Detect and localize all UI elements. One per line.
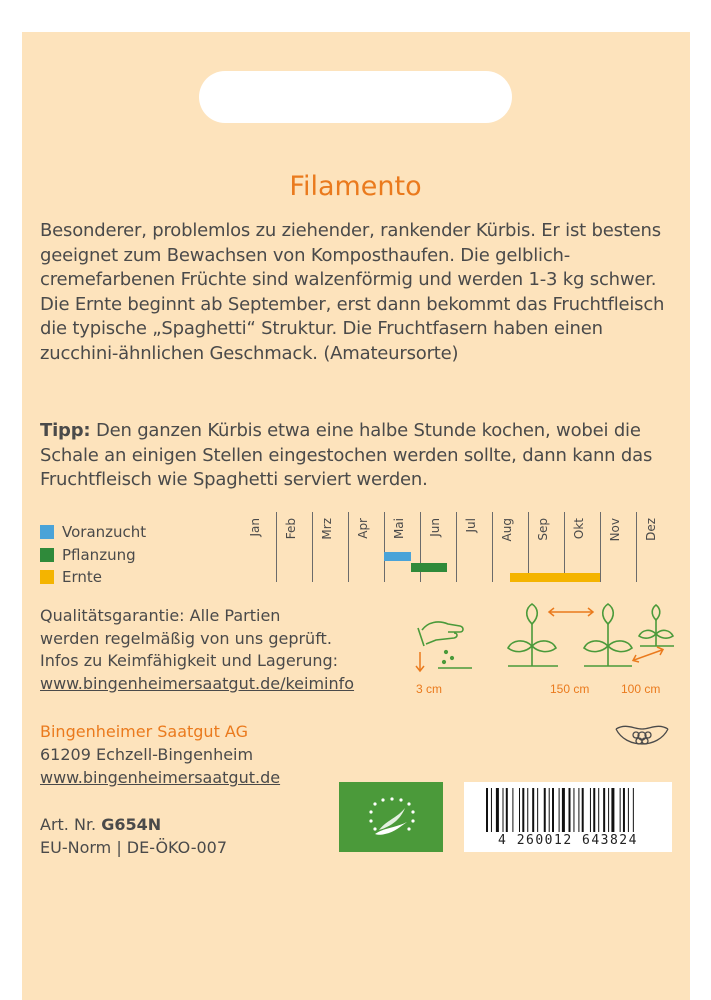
barcode-number: 4 260012 643824 (498, 833, 638, 848)
barcode-bar (503, 788, 504, 832)
depth-arrow-icon (416, 652, 424, 671)
tip-paragraph (40, 419, 680, 493)
spacing-icons (408, 600, 678, 700)
barcode-bar (559, 788, 560, 832)
calendar-month-label: Okt (572, 518, 586, 540)
sowing-calendar (240, 512, 672, 582)
legend-label: Ernte (62, 568, 102, 586)
calendar-month-label: Feb (284, 518, 298, 540)
barcode-bar (512, 788, 513, 832)
calendar-bar-pflanzung (411, 563, 447, 572)
row-distance-label: 150 cm (550, 682, 590, 696)
eu-organic-leaf-icon (339, 782, 443, 852)
calendar-divider (384, 512, 385, 582)
calendar-month-aug (492, 512, 528, 582)
calendar-month-feb (276, 512, 312, 582)
barcode-bar (628, 788, 629, 832)
barcode-bar (582, 788, 584, 832)
product-description: Besonderer, problemlos zu ziehender, rankender Kürbis. Er ist bestens geeignet zum Bewachsen von Komposthaufen. Die gelblich-cremefarbenen Früchte sind walzenförmig und werden 1-3 kg schwer. Die Ernte beginnt ab September, erst dann bekommt das Fruchtfleisch die typische „Spaghetti“ Struktur. Die Fruchtfasern haben einen zucchini-ähnlichen Geschmack. (Amateursorte) (40, 220, 665, 364)
quality-guarantee (40, 605, 400, 695)
barcode-bar (633, 788, 634, 832)
article-info (40, 813, 227, 859)
tip-text: Den ganzen Kürbis etwa eine halbe Stunde kochen, wobei die Schale an einigen Stellen eingestochen werden sollte, dann kann das Fruchtfleisch wie Spaghetti serviert werden. (40, 420, 653, 490)
legend-label: Voranzucht (62, 523, 147, 541)
product-title: Filamento (289, 171, 422, 203)
calendar-month-label: Jun (428, 518, 442, 537)
calendar-month-jan (240, 512, 276, 582)
article-number-prefix: Art. Nr. (40, 815, 102, 834)
barcode-bar (549, 788, 550, 832)
calendar-month-label: Jul (464, 518, 478, 533)
barcode-bar (506, 788, 508, 832)
barcode-bar (519, 788, 520, 832)
calendar-month-sep (528, 512, 564, 582)
barcode-bar (598, 788, 599, 832)
row-distance-arrow-icon (549, 608, 593, 616)
plant-icon (639, 605, 674, 646)
seed-logo-icon (612, 719, 672, 759)
quality-line: Infos zu Keimfähigkeit und Lagerung: (40, 651, 339, 670)
calendar-month-okt (564, 512, 600, 582)
legend-item-voranzucht (40, 521, 146, 544)
barcode-bar (544, 788, 546, 832)
calendar-month-label: Apr (356, 518, 370, 539)
calendar-divider (492, 512, 493, 582)
calendar-divider (600, 512, 601, 582)
calendar-divider (564, 512, 565, 582)
barcode-bar (623, 788, 625, 832)
calendar-bar-ernte (510, 573, 600, 582)
barcode-bar (527, 788, 528, 832)
plant-distance-arrow-icon (633, 647, 663, 662)
company-info (40, 720, 280, 789)
eu-organic-logo (339, 782, 443, 852)
calendar-month-label: Mrz (320, 518, 334, 540)
company-name: Bingenheimer Saatgut AG (40, 722, 248, 741)
barcode-bar (620, 788, 621, 832)
calendar-divider (456, 512, 457, 582)
calendar-month-mrz (312, 512, 348, 582)
calendar-month-label: Jan (248, 518, 262, 537)
eu-norm: EU-Norm | DE-ÖKO-007 (40, 838, 228, 857)
calendar-month-label: Nov (608, 518, 622, 542)
legend-swatch (40, 570, 54, 584)
calendar-divider (312, 512, 313, 582)
calendar-month-dez (636, 512, 672, 582)
legend-swatch (40, 525, 54, 539)
legend-item-ernte (40, 566, 146, 589)
barcode (464, 782, 672, 852)
barcode-bar (603, 788, 605, 832)
barcode-bar (491, 788, 492, 832)
barcode-bars (464, 782, 672, 838)
calendar-divider (348, 512, 349, 582)
barcode-bar (569, 788, 571, 832)
calendar-month-label: Dez (644, 518, 658, 541)
calendar-bar-voranzucht (384, 552, 411, 561)
barcode-bar (522, 788, 524, 832)
barcode-bar (562, 788, 565, 832)
calendar-month-jul (456, 512, 492, 582)
calendar-month-label: Sep (536, 518, 550, 541)
barcode-bar (593, 788, 595, 832)
hang-hole (199, 71, 512, 123)
calendar-divider (528, 512, 529, 582)
barcode-bar (611, 788, 614, 832)
article-number: G654N (101, 815, 162, 834)
calendar-divider (636, 512, 637, 582)
calendar-month-apr (348, 512, 384, 582)
sowing-depth-label: 3 cm (416, 682, 443, 696)
tip-label: Tipp: (40, 420, 91, 441)
barcode-bar (486, 788, 488, 832)
barcode-bar (496, 788, 499, 832)
barcode-bar (578, 788, 579, 832)
barcode-bar (573, 788, 574, 832)
calendar-month-label: Aug (500, 518, 514, 542)
barcode-bar (590, 788, 591, 832)
plant-distance-label: 100 cm (621, 682, 661, 696)
legend-item-pflanzung (40, 544, 146, 567)
calendar-legend (40, 521, 146, 589)
quality-line: Qualitätsgarantie: Alle Partien (40, 606, 281, 625)
barcode-bar (552, 788, 554, 832)
barcode-bar (608, 788, 609, 832)
hand-sowing-icon (418, 622, 472, 668)
company-website-link[interactable]: www.bingenheimersaatgut.de (40, 768, 281, 787)
barcode-bar (537, 788, 538, 832)
barcode-bar (532, 788, 534, 832)
legend-swatch (40, 548, 54, 562)
legend-label: Pflanzung (62, 545, 136, 564)
company-address: 61209 Echzell-Bingenheim (40, 745, 254, 764)
calendar-divider (276, 512, 277, 582)
quality-line: werden regelmäßig von uns geprüft. (40, 628, 332, 648)
calendar-month-nov (600, 512, 636, 582)
packet-bottom-edge (22, 900, 690, 1000)
calendar-month-label: Mai (392, 518, 406, 540)
article-number-line (40, 813, 227, 836)
keiminfo-link[interactable]: www.bingenheimersaatgut.de/keiminfo (40, 673, 355, 693)
